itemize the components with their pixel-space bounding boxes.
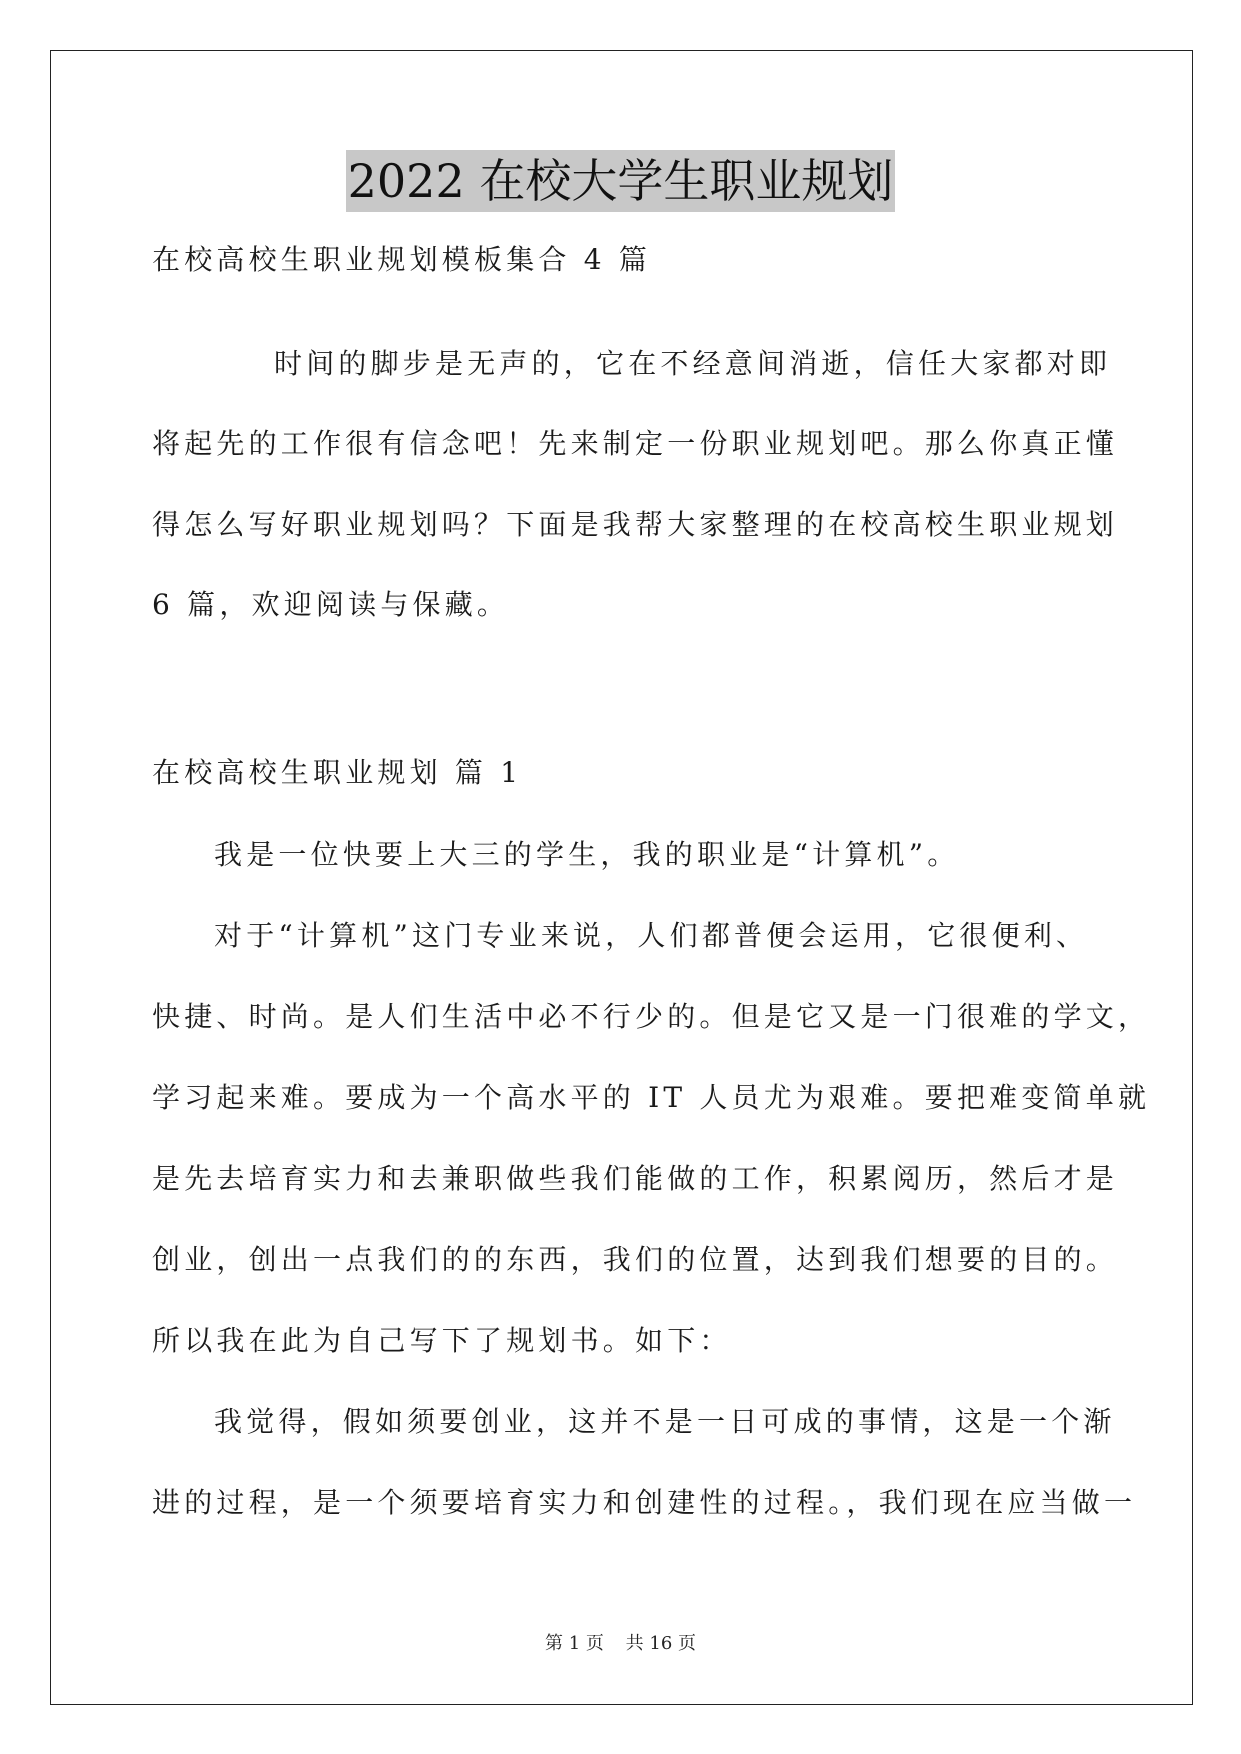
paragraph-line: 快捷、时尚。是人们生活中必不行少的。但是它又是一门很难的学文， [152,1000,1151,1033]
intro-heading: 在校高校生职业规划模板集合 4 篇 [152,243,652,276]
paragraph-line: 学习起来难。要成为一个高水平的 IT 人员尤为艰难。要把难变简单就 [152,1081,1151,1114]
paragraph-line: 所以我在此为自己写下了规划书。如下： [152,1324,732,1357]
paragraph-line: 6 篇，欢迎阅读与保藏。 [152,588,510,621]
paragraph-line: 将起先的工作很有信念吧！先来制定一份职业规划吧。那么你真正懂 [152,427,1119,460]
page-total: 共 16 页 [625,1633,696,1654]
document-title: 2022 在校大学生职业规划 [346,150,896,212]
paragraph-line: 对于“计算机”这门专业来说，人们都普便会运用，它很便利、 [214,919,1089,952]
title-container [0,150,1241,212]
paragraph-line: 得怎么写好职业规划吗？下面是我帮大家整理的在校高校生职业规划 [152,508,1119,541]
paragraph-line: 我觉得，假如须要创业，这并不是一日可成的事情，这是一个渐 [214,1405,1116,1438]
paragraph-line: 时间的脚步是无声的，它在不经意间消逝，信任大家都对即 [274,347,1112,380]
paragraph-line: 是先去培育实力和去兼职做些我们能做的工作，积累阅历，然后才是 [152,1162,1119,1195]
paragraph-line: 创业，创出一点我们的的东西，我们的位置，达到我们想要的目的。 [152,1243,1119,1276]
page-number: 第 1 页 [545,1633,604,1654]
page-frame [50,50,1193,1705]
page-footer [0,1632,1241,1656]
paragraph-line: 我是一位快要上大三的学生，我的职业是“计算机”。 [214,838,960,871]
paragraph-line: 进的过程，是一个须要培育实力和创建性的过程。，我们现在应当做一 [152,1486,1137,1519]
section-heading: 在校高校生职业规划 篇 1 [152,756,523,789]
